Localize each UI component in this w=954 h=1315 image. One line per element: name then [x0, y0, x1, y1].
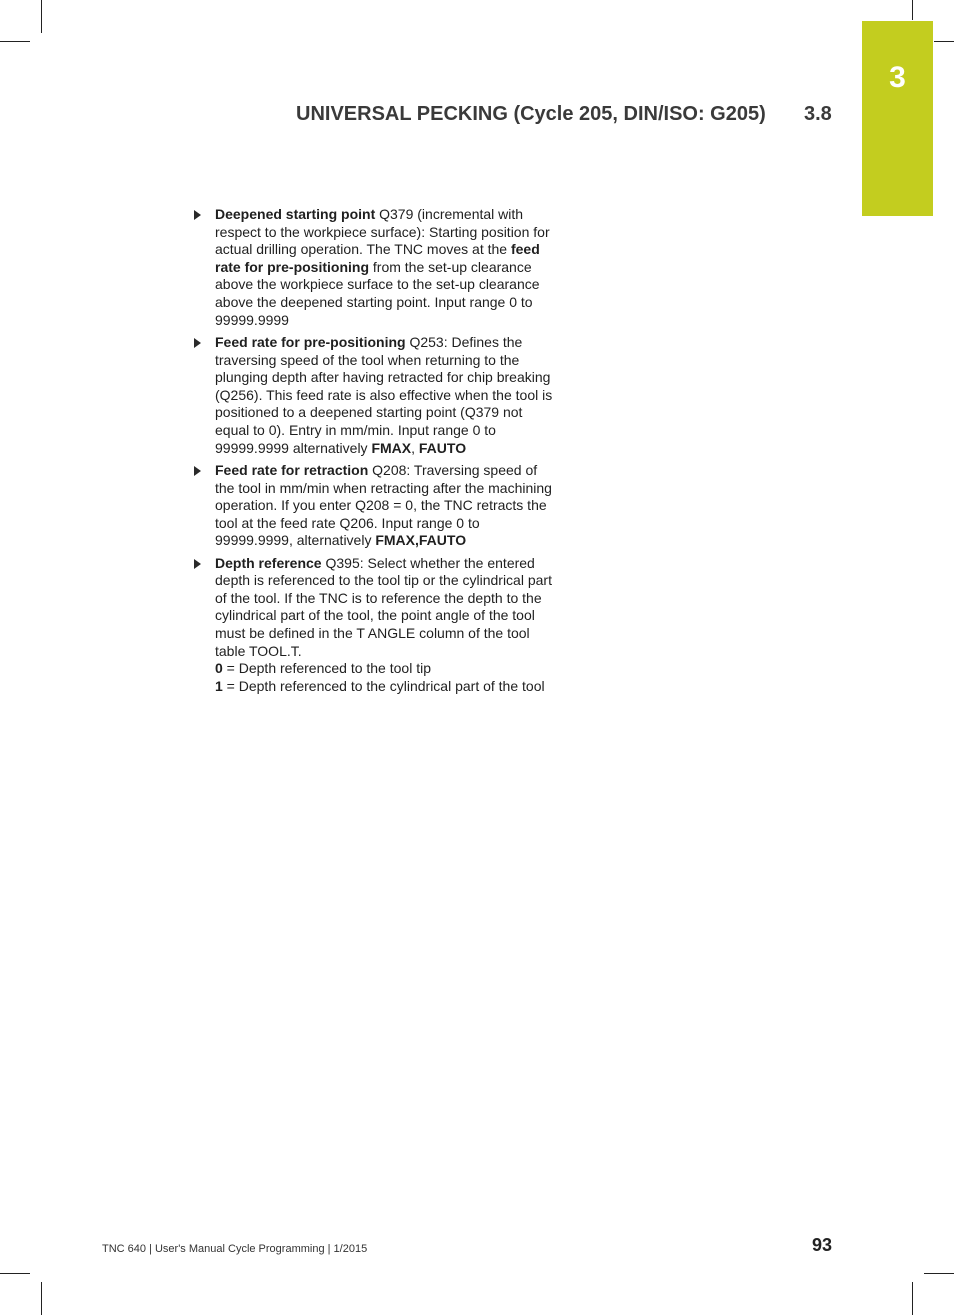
- option-line: [215, 678, 560, 696]
- parameter-item: [215, 334, 560, 457]
- parameter-emphasis: FMAX,FAUTO: [375, 532, 467, 549]
- crop-mark: [0, 1273, 30, 1274]
- crop-mark: [41, 0, 42, 33]
- option-text: = Depth referenced to the cylindrical part of the tool: [222, 677, 545, 694]
- page-header: [296, 103, 836, 126]
- parameter-term: Feed rate for pre-positioning: [215, 333, 406, 350]
- parameter-item: [215, 462, 560, 550]
- parameter-text: Q208: Traversing speed of the tool in mm/min when retracting after the machining operation. If you enter Q208 = 0, the TNC retracts the tool at the feed rate Q206. Input range 0 to 99999.9999, alternatively: [215, 461, 552, 549]
- option-text: = Depth referenced to the tool tip: [222, 660, 431, 677]
- crop-mark: [0, 41, 30, 42]
- crop-mark: [924, 1273, 954, 1274]
- parameter-text: Q253: Defines the traversing speed of the tool when returning to the plunging depth after having retracted for chip breaking (Q256). This feed rate is also effective when the tool is positioned to a deepened starting point (Q379 not equal to 0). Entry in mm/min. Input range 0 to 99999.9999 alternatively: [215, 333, 553, 456]
- section-number: 3.8: [804, 103, 832, 125]
- chapter-number: 3: [889, 61, 906, 94]
- parameter-term: Depth reference: [215, 554, 322, 571]
- chapter-tab: [862, 21, 933, 216]
- parameter-emphasis: FMAX: [371, 439, 412, 456]
- crop-mark: [912, 1282, 913, 1315]
- parameter-term: Deepened starting point: [215, 206, 376, 222]
- parameter-text: Q379 (incremental with respect to the workpiece surface): Starting position for actual drilling operation. The TNC moves at the: [215, 206, 550, 258]
- option-key: 1: [215, 677, 223, 694]
- parameter-text: ,: [411, 439, 419, 456]
- parameter-item: [215, 206, 560, 329]
- crop-mark: [912, 0, 913, 20]
- crop-mark: [934, 41, 954, 42]
- triangle-bullet-icon: [194, 559, 201, 569]
- parameter-text: Q395: Select whether the entered depth is referenced to the tool tip or the cylindrical part of the tool. If the TNC is to reference the depth to the cylindrical part of the tool, the point angle of the tool must be defined in the T ANGLE column of the tool table TOOL.T.: [215, 554, 552, 659]
- footer-text: TNC 640 | User's Manual Cycle Programming | 1/2015: [102, 1243, 368, 1255]
- crop-mark: [41, 1282, 42, 1315]
- parameter-text: from the set-up clearance above the workpiece surface to the set-up clearance above the deepened starting point. Input range 0 to 99999.9999: [215, 258, 540, 328]
- parameter-list: [215, 206, 560, 700]
- triangle-bullet-icon: [194, 210, 201, 220]
- parameter-emphasis: feed rate for pre-positioning: [215, 241, 540, 275]
- section-title: UNIVERSAL PECKING (Cycle 205, DIN/ISO: G205): [296, 103, 766, 125]
- option-key: 0: [215, 660, 223, 677]
- triangle-bullet-icon: [194, 338, 201, 348]
- parameter-term: Feed rate for retraction: [215, 461, 369, 478]
- option-line: [215, 660, 560, 678]
- page-number: 93: [812, 1235, 833, 1255]
- parameter-emphasis: FAUTO: [418, 439, 467, 456]
- triangle-bullet-icon: [194, 466, 201, 476]
- parameter-item: [215, 555, 560, 696]
